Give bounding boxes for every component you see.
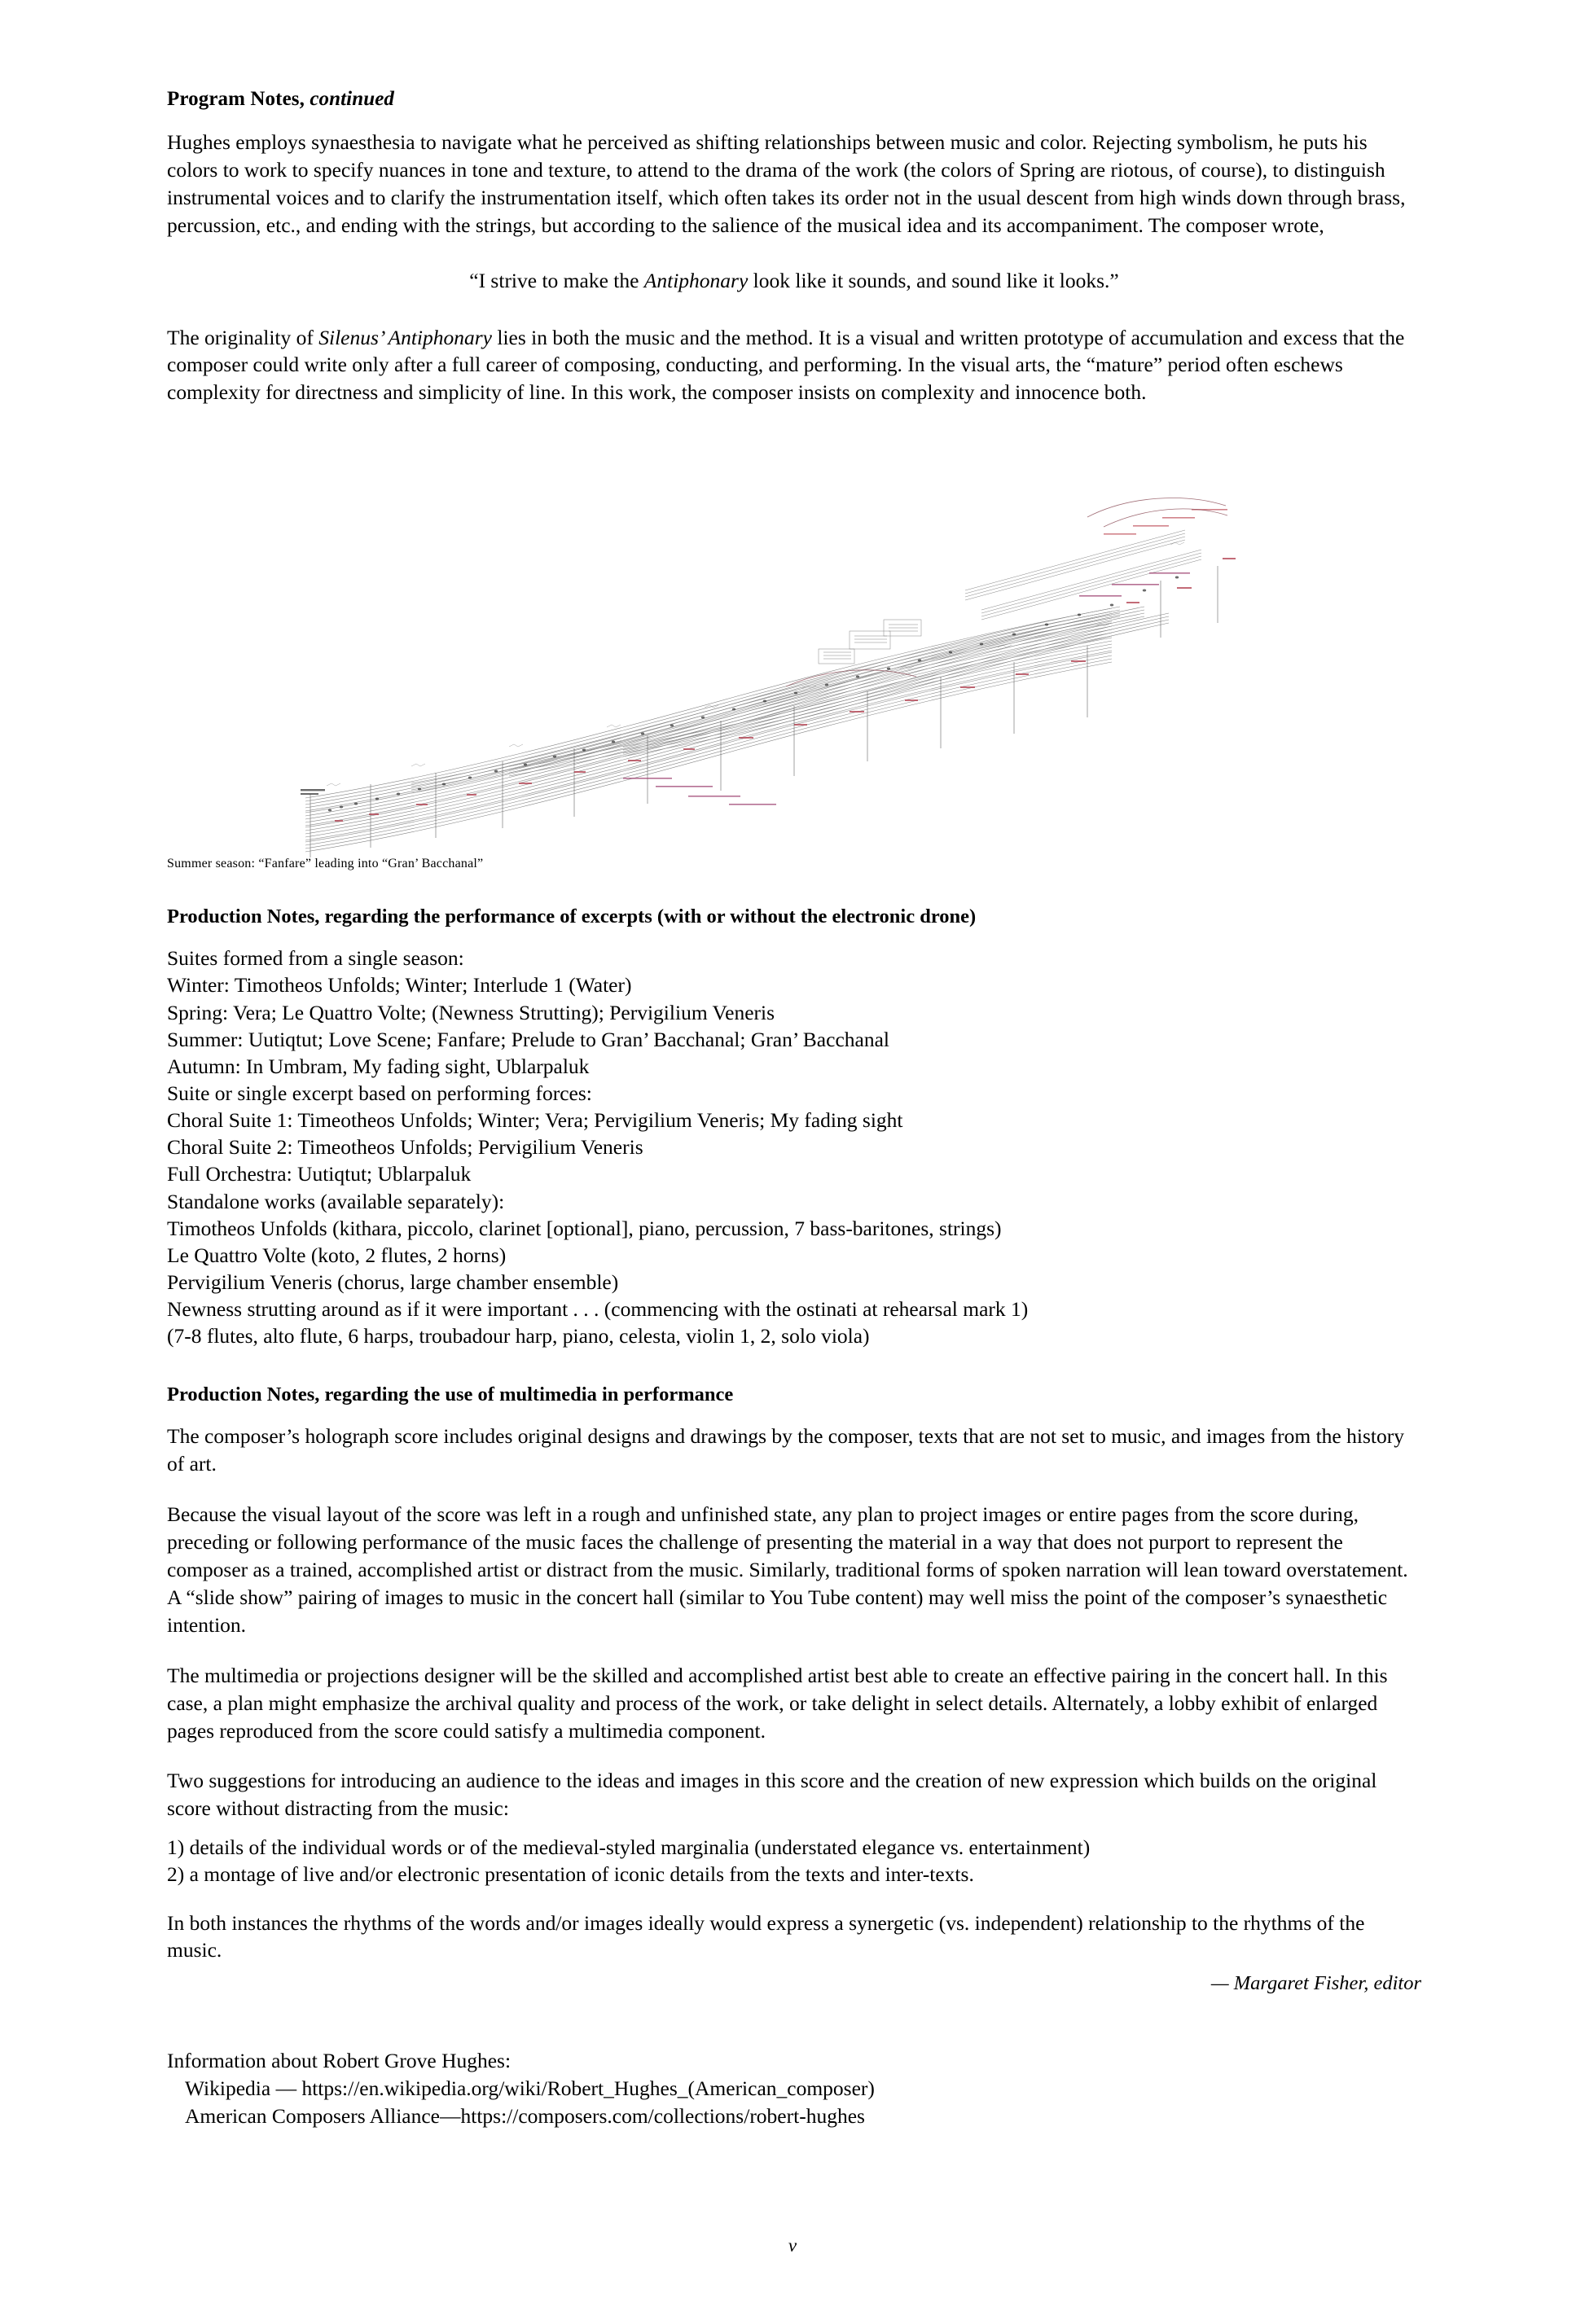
heading-production-notes-multimedia: Production Notes, regarding the use of multimedia in performance bbox=[167, 1383, 734, 1406]
pull-quote-pre: “I strive to make the bbox=[469, 268, 644, 292]
figure-caption: Summer season: “Fanfare” leading into “Gran’ Bacchanal” bbox=[167, 857, 484, 871]
paragraph-synaesthesia: Hughes employs synaesthesia to navigate what he perceived as shifting relationships between music and color. Rejecting symbolism, he puts his colors to work to specify nuances in tone and texture, to attend to the drama of the work (the colors of Spring are riotous, of course), to distinguish instrumental voices and to clarify the instrumentation itself, which often takes its order not in the usual descent from high winds down through brass, percussion, etc., and ending with the strings, but according to the salience of the musical idea and its accompaniment. The composer wrote, bbox=[167, 130, 1406, 237]
pull-quote-title: Antiphonary bbox=[643, 268, 749, 292]
list-item: (7-8 flutes, alto flute, 6 harps, troubadour harp, piano, celesta, violin 1, 2, solo viola) bbox=[167, 1324, 870, 1348]
list-item: Summer: Uutiqtut; Love Scene; Fanfare; Prelude to Gran’ Bacchanal; Gran’ Bacchanal bbox=[167, 1027, 889, 1051]
paragraph-rhythms: In both instances the rhythms of the words and/or images ideally would express a synergetic (vs. independent) relationship to the rhythms of the music. bbox=[167, 1910, 1365, 1962]
editor-signature: — Margaret Fisher, editor bbox=[1210, 1972, 1421, 1995]
pull-quote bbox=[167, 267, 1421, 295]
list-item: Spring: Vera; Le Quattro Volte; (Newness Strutting); Pervigilium Veneris bbox=[167, 1000, 775, 1024]
paragraph-holograph-score: The composer’s holograph score includes original designs and drawings by the composer, texts that are not set to music, and images from the history of art. bbox=[167, 1424, 1404, 1476]
list-item: Le Quattro Volte (koto, 2 flutes, 2 horns) bbox=[167, 1243, 507, 1267]
list-item: Full Orchestra: Uutiqtut; Ublarpaluk bbox=[167, 1162, 472, 1186]
pull-quote-post: look like it sounds, and sound like it looks.” bbox=[748, 268, 1119, 292]
score-figure bbox=[167, 428, 1421, 871]
suggestions-list bbox=[167, 1834, 1421, 1888]
excerpt-suites-list bbox=[167, 945, 1421, 1349]
paragraph-originality-pre: The originality of bbox=[167, 325, 319, 349]
information-block bbox=[167, 2047, 1421, 2129]
page-title bbox=[167, 88, 1421, 111]
list-item: 2) a montage of live and/or electronic presentation of iconic details from the texts and inter-texts. bbox=[167, 1862, 974, 1887]
information-title: Information about Robert Grove Hughes: bbox=[167, 2049, 512, 2073]
list-item: Autumn: In Umbram, My fading sight, Ublarpaluk bbox=[167, 1054, 590, 1078]
list-item: 1) details of the individual words or of the medieval-styled marginalia (understated elegance vs. entertainment) bbox=[167, 1835, 1091, 1860]
page-content bbox=[167, 88, 1421, 2129]
manuscript-drawing-icon bbox=[167, 428, 1421, 871]
list-item: Timotheos Unfolds (kithara, piccolo, clarinet [optional], piano, percussion, 7 bass-baritones, strings) bbox=[167, 1216, 1002, 1240]
list-item: Choral Suite 1: Timeotheos Unfolds; Winter; Vera; Pervigilium Veneris; My fading sight bbox=[167, 1108, 903, 1133]
list-item: Suites formed from a single season: bbox=[167, 946, 464, 971]
list-item: Choral Suite 2: Timeotheos Unfolds; Pervigilium Veneris bbox=[167, 1135, 643, 1160]
paragraph-originality bbox=[167, 324, 1421, 407]
information-link-wikipedia[interactable]: Wikipedia — https://en.wikipedia.org/wiki/Robert_Hughes_(American_composer) bbox=[185, 2076, 875, 2100]
list-item: Newness strutting around as if it were important . . . (commencing with the ostinati at rehearsal mark 1) bbox=[167, 1297, 1029, 1322]
page-title-continued: continued bbox=[310, 88, 395, 110]
paragraph-projections-designer: The multimedia or projections designer will be the skilled and accomplished artist best able to create an effective pairing in the concert hall. In this case, a plan might emphasize the archival quality and process of the work, or take delight in select details. Alternately, a lobby exhibit of enlarged pages reproduced from the score could satisfy a multimedia component. bbox=[167, 1663, 1388, 1743]
list-item: Suite or single excerpt based on performing forces: bbox=[167, 1081, 592, 1105]
information-link-aca[interactable]: American Composers Alliance—https://composers.com/collections/robert-hughes bbox=[185, 2103, 865, 2128]
page-number: v bbox=[788, 2235, 797, 2256]
list-item: Winter: Timotheos Unfolds; Winter; Interlude 1 (Water) bbox=[167, 973, 632, 998]
paragraph-visual-layout: Because the visual layout of the score was left in a rough and unfinished state, any plan to project images or entire pages from the score during, preceding or following performance of the music faces the challenge of presenting the material in a way that does not purport to represent the composer as a trained, accomplished artist or distract from the music. Similarly, traditional forms of spoken narration will lean toward overstatement. A “slide show” pairing of images to music in the concert hall (similar to You Tube content) may well miss the point of the composer’s synaesthetic intention. bbox=[167, 1502, 1408, 1637]
manuscript-score-image bbox=[167, 428, 1421, 871]
list-item: Standalone works (available separately): bbox=[167, 1189, 505, 1213]
heading-production-notes-excerpts: Production Notes, regarding the performance of excerpts (with or without the electronic drone) bbox=[167, 905, 977, 928]
list-item: Pervigilium Veneris (chorus, large chamber ensemble) bbox=[167, 1269, 619, 1294]
paragraph-originality-title: Silenus’ Antiphonary bbox=[318, 325, 492, 349]
page-title-main: Program Notes, bbox=[167, 88, 305, 110]
paragraph-two-suggestions: Two suggestions for introducing an audience to the ideas and images in this score and the creation of new expression which builds on the original score without distracting from the music: bbox=[167, 1769, 1377, 1821]
paragraph-originality-post: lies in both the music and the method. It is a visual and written prototype of accumulation and excess that the composer could write only after a full career of composing, conducting, and performing. In the visual arts, the “mature” period often eschews complexity for directness and simplicity of line. In this work, the composer insists on complexity and innocence both. bbox=[167, 325, 1405, 405]
